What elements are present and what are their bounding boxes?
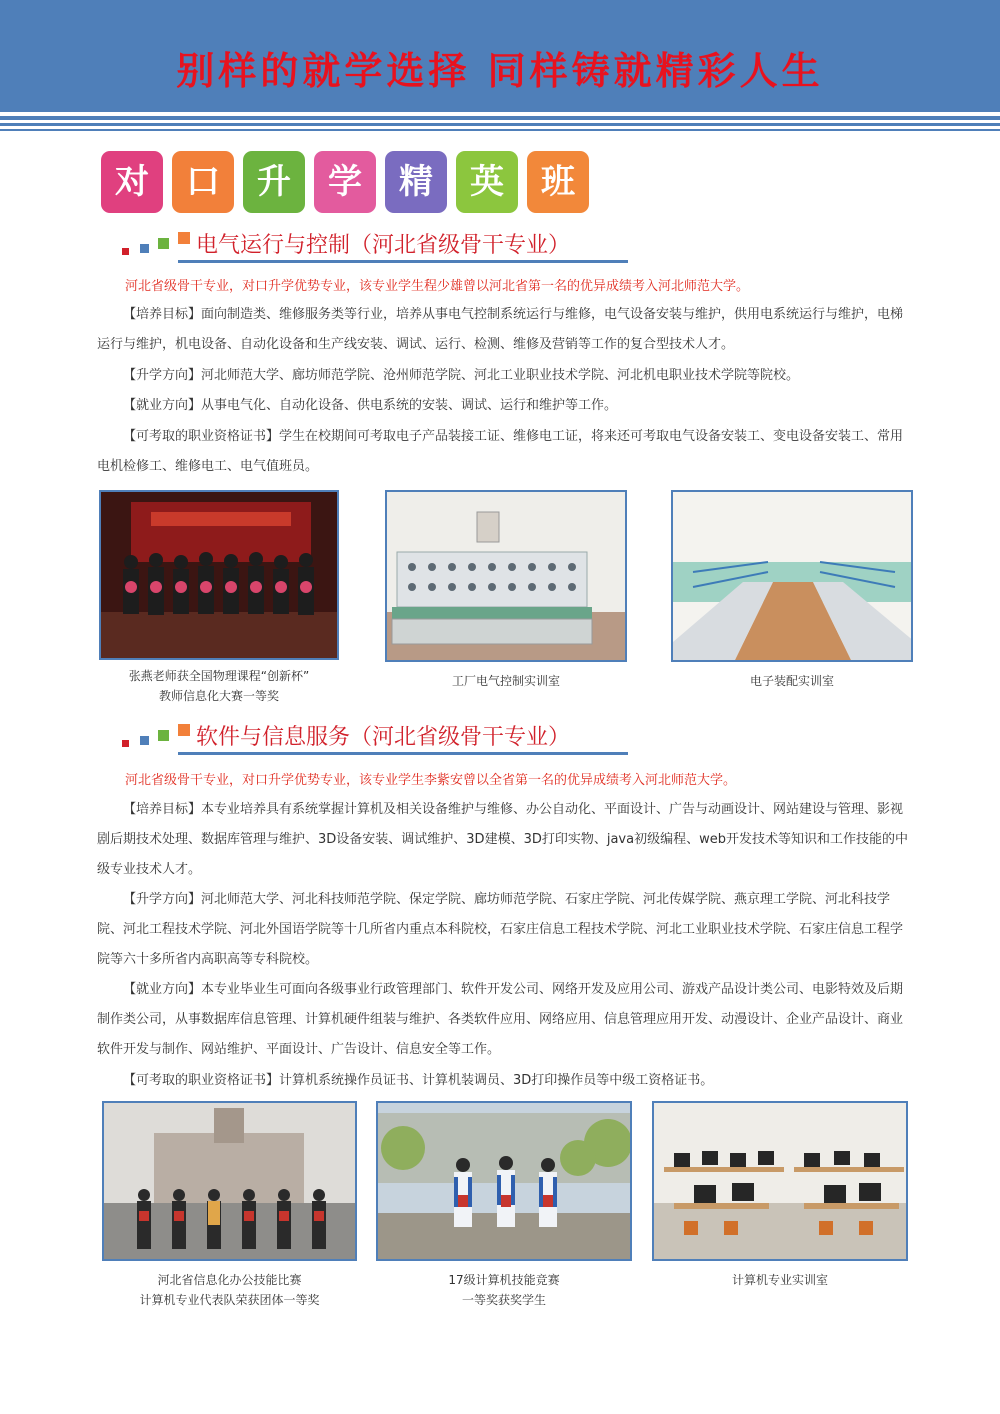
caption-line: 17级计算机技能竞赛 — [448, 1273, 560, 1287]
section-underline — [178, 260, 628, 263]
section-header-software — [118, 720, 628, 754]
caption-line: 教师信息化大赛一等奖 — [158, 689, 279, 703]
decor-square — [158, 730, 169, 741]
decor-square — [140, 736, 149, 745]
paragraph-employment: 【就业方向】本专业毕业生可面向各级事业行政管理部门、软件开发公司、网络开发及应用公司、游戏产品设计类公司、电影特效及后期制作类公司，从事数据库信息管理、计算机硬件组装与维护、各类软件应用、网络应用、信息管理应用开发、动漫设计、企业产品设计、商业软件开发与制作、网站维护、平面设计、广告设计、信息安全等工作。 — [97, 982, 904, 1057]
paragraph-certificates: 【可考取的职业资格证书】学生在校期间可考取电子产品装接工证、维修电工证，将来还可考取电气设备安装工、变电设备安装工、常用电机检修工、维修电工、电气值班员。 — [97, 429, 904, 474]
computer-lab-illustration — [654, 1103, 908, 1261]
top-banner — [0, 0, 1000, 112]
paragraph-training-goal: 【培养目标】本专业培养具有系统掌握计算机及相关设备维护与维修、办公自动化、平面设计、广告与动画设计、网站建设与管理、影视剧后期技术处理、数据库管理与维护、3D设备安装、调试维护、3D建模、3D打印实物、java初级编程、web开发技术等知识和工作技能的中级专业技术人才。 — [97, 802, 908, 877]
paragraph-employment: 【就业方向】从事电气化、自动化设备、供电系统的安装、调试、运行和维护等工作。 — [123, 398, 618, 413]
paragraph-certificates: 【可考取的职业资格证书】计算机系统操作员证书、计算机装调员、3D打印操作员等中级工资格证书。 — [123, 1073, 714, 1088]
caption-line: 计算机专业实训室 — [731, 1273, 828, 1287]
photo-students-award — [376, 1101, 632, 1261]
caption-line: 一等奖获奖学生 — [461, 1293, 546, 1307]
caption-line: 张燕老师获全国物理课程“创新杯” — [128, 669, 310, 683]
photo-award-ceremony — [99, 490, 339, 660]
title-tile: 升 — [243, 151, 305, 213]
photo-caption — [671, 671, 913, 691]
section-lead: 河北省级骨干专业，对口升学优势专业，该专业学生李紫安曾以全省第一名的优异成绩考入河北师范大学。 — [125, 773, 737, 788]
photo-electrical-control-lab — [385, 490, 627, 662]
decor-square — [122, 740, 129, 747]
photo-team-award — [102, 1101, 357, 1261]
title-tile: 学 — [314, 151, 376, 213]
photo-caption — [652, 1270, 908, 1290]
photo-caption — [385, 671, 627, 691]
decor-square — [140, 244, 149, 253]
caption-line: 电子装配实训室 — [749, 674, 834, 688]
section-header-electrical — [118, 228, 628, 262]
banner-stripe — [0, 129, 1000, 131]
students-award-illustration — [378, 1103, 632, 1261]
caption-line: 计算机专业代表队荣获团体一等奖 — [139, 1293, 320, 1307]
section-lead: 河北省级骨干专业，对口升学优势专业，该专业学生程少雄曾以河北省第一名的优异成绩考入河北师范大学。 — [125, 279, 750, 294]
class-title-tiles — [101, 151, 591, 215]
award-ceremony-illustration — [101, 492, 339, 660]
decor-square — [122, 248, 129, 255]
paragraph-training-goal: 【培养目标】面向制造类、维修服务类等行业，培养从事电气控制系统运行与维修，电气设备安装与维护，供用电系统运行与维护，电梯运行与维护，机电设备、自动化设备和生产线安装、调试、运行、检测、维修及营销等工作的复合型技术人才。 — [97, 307, 904, 352]
paragraph-further-study: 【升学方向】河北师范大学、河北科技师范学院、保定学院、廊坊师范学院、石家庄学院、河北传媒学院、燕京理工学院、河北科技学院、河北工程技术学院、河北外国语学院等十几所省内重点本科院校，石家庄信息工程技术学院、河北工业职业技术学院、石家庄信息工程学院等六十多所省内高职高等专科院校。 — [97, 892, 904, 967]
decor-square — [158, 238, 169, 249]
section-title: 电气运行与控制（河北省级骨干专业） — [196, 233, 571, 258]
photo-caption — [99, 666, 339, 706]
section-title: 软件与信息服务（河北省级骨干专业） — [196, 725, 571, 750]
electrical-lab-illustration — [387, 492, 627, 662]
title-tile: 口 — [172, 151, 234, 213]
banner-stripe — [0, 123, 1000, 126]
photo-computer-lab — [652, 1101, 908, 1261]
paragraph-further-study: 【升学方向】河北师范大学、廊坊师范学院、沧州师范学院、河北工业职业技术学院、河北机电职业技术学院等院校。 — [123, 368, 800, 383]
decor-square — [178, 232, 190, 244]
assembly-lab-illustration — [673, 492, 913, 662]
title-tile: 精 — [385, 151, 447, 213]
photo-electronics-assembly-lab — [671, 490, 913, 662]
title-tile: 英 — [456, 151, 518, 213]
banner-title: 别样的就学选择 同样铸就精彩人生 — [176, 48, 824, 93]
photo-caption — [376, 1270, 632, 1310]
title-tile: 对 — [101, 151, 163, 213]
banner-stripe — [0, 116, 1000, 120]
section-underline — [178, 752, 628, 755]
caption-line: 工厂电气控制实训室 — [451, 674, 560, 688]
caption-line: 河北省信息化办公技能比赛 — [157, 1273, 302, 1287]
title-tile: 班 — [527, 151, 589, 213]
team-award-illustration — [104, 1103, 357, 1261]
decor-square — [178, 724, 190, 736]
photo-caption — [102, 1270, 357, 1310]
